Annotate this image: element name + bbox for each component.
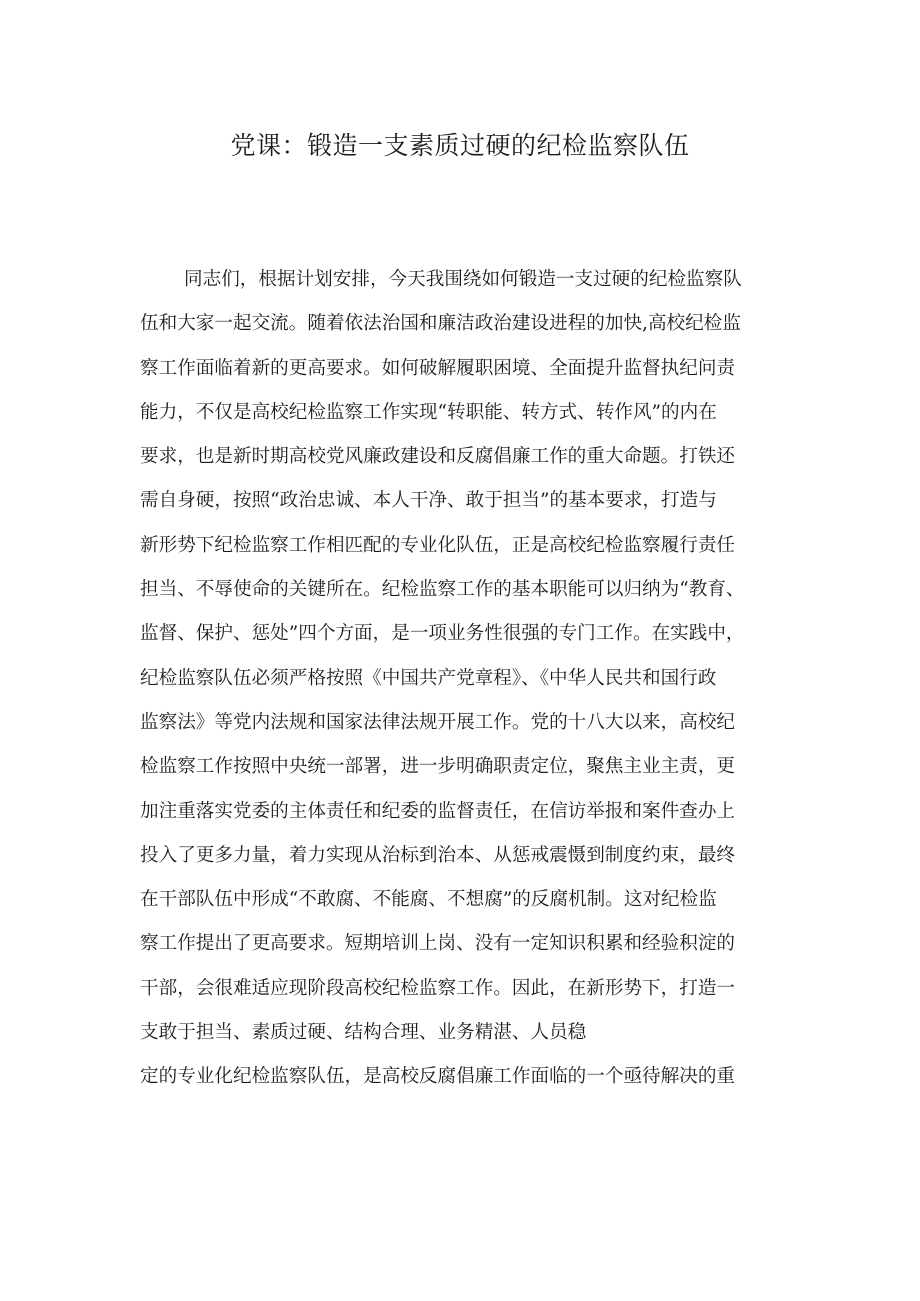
body-line: 需自身硬，按照“政治忠诚、本人干净、敢于担当”的基本要求，打造与 xyxy=(140,490,717,512)
body-line: 在干部队伍中形成“不敢腐、不能腐、不想腐”的反腐机制。这对纪检监 xyxy=(140,889,717,911)
body-line: 加注重落实党委的主体责任和纪委的监督责任，在信访举报和案件查办上 xyxy=(140,800,736,822)
document-body xyxy=(140,258,790,1100)
body-line: 投入了更多力量，着力实现从治标到治本、从惩戒震慑到制度约束，最终 xyxy=(140,844,736,866)
body-line: 要求，也是新时期高校党风廉政建设和反腐倡廉工作的重大命题。打铁还 xyxy=(140,446,736,468)
body-line: 察工作提出了更高要求。短期培训上岗、没有一定知识积累和经验积淀的 xyxy=(140,933,736,955)
body-line: 新形势下纪检监察工作相匹配的专业化队伍，正是高校纪检监察履行责任 xyxy=(140,534,736,556)
body-line: 伍和大家一起交流。随着依法治国和廉洁政治建设进程的加快,高校纪检监 xyxy=(140,313,741,335)
body-line: 定的专业化纪检监察队伍，是高校反腐倡廉工作面临的一个亟待解决的重 xyxy=(140,1066,736,1088)
body-line: 监察法》等党内法规和国家法律法规开展工作。党的十八大以来，高校纪 xyxy=(140,711,736,733)
body-line: 担当、不辱使命的关键所在。纪检监察工作的基本职能可以归纳为“教育、 xyxy=(140,579,745,601)
body-line: 监督、保护、惩处”四个方面，是一项业务性很强的专门工作。在实践中， xyxy=(140,623,745,645)
body-line: 察工作面临着新的更高要求。如何破解履职困境、全面提升监督执纪问责 xyxy=(140,357,736,379)
body-line: 干部，会很难适应现阶段高校纪检监察工作。因此，在新形势下，打造一 xyxy=(140,977,736,999)
body-line: 支敢于担当、素质过硬、结构合理、业务精湛、人员稳 xyxy=(140,1022,587,1044)
body-line: 纪检监察队伍必须严格按照《中国共产党章程》、《中华人民共和国行政 xyxy=(140,667,717,689)
body-line: 检监察工作按照中央统一部署，进一步明确职责定位，聚焦主业主责，更 xyxy=(140,756,736,778)
body-line: 同志们，根据计划安排，今天我围绕如何锻造一支过硬的纪检监察队 xyxy=(184,269,742,290)
body-line: 能力，不仅是高校纪检监察工作实现“转职能、转方式、转作风”的内在 xyxy=(140,401,717,423)
document-title: 党课：锻造一支素质过硬的纪检监察队伍 xyxy=(230,131,690,160)
